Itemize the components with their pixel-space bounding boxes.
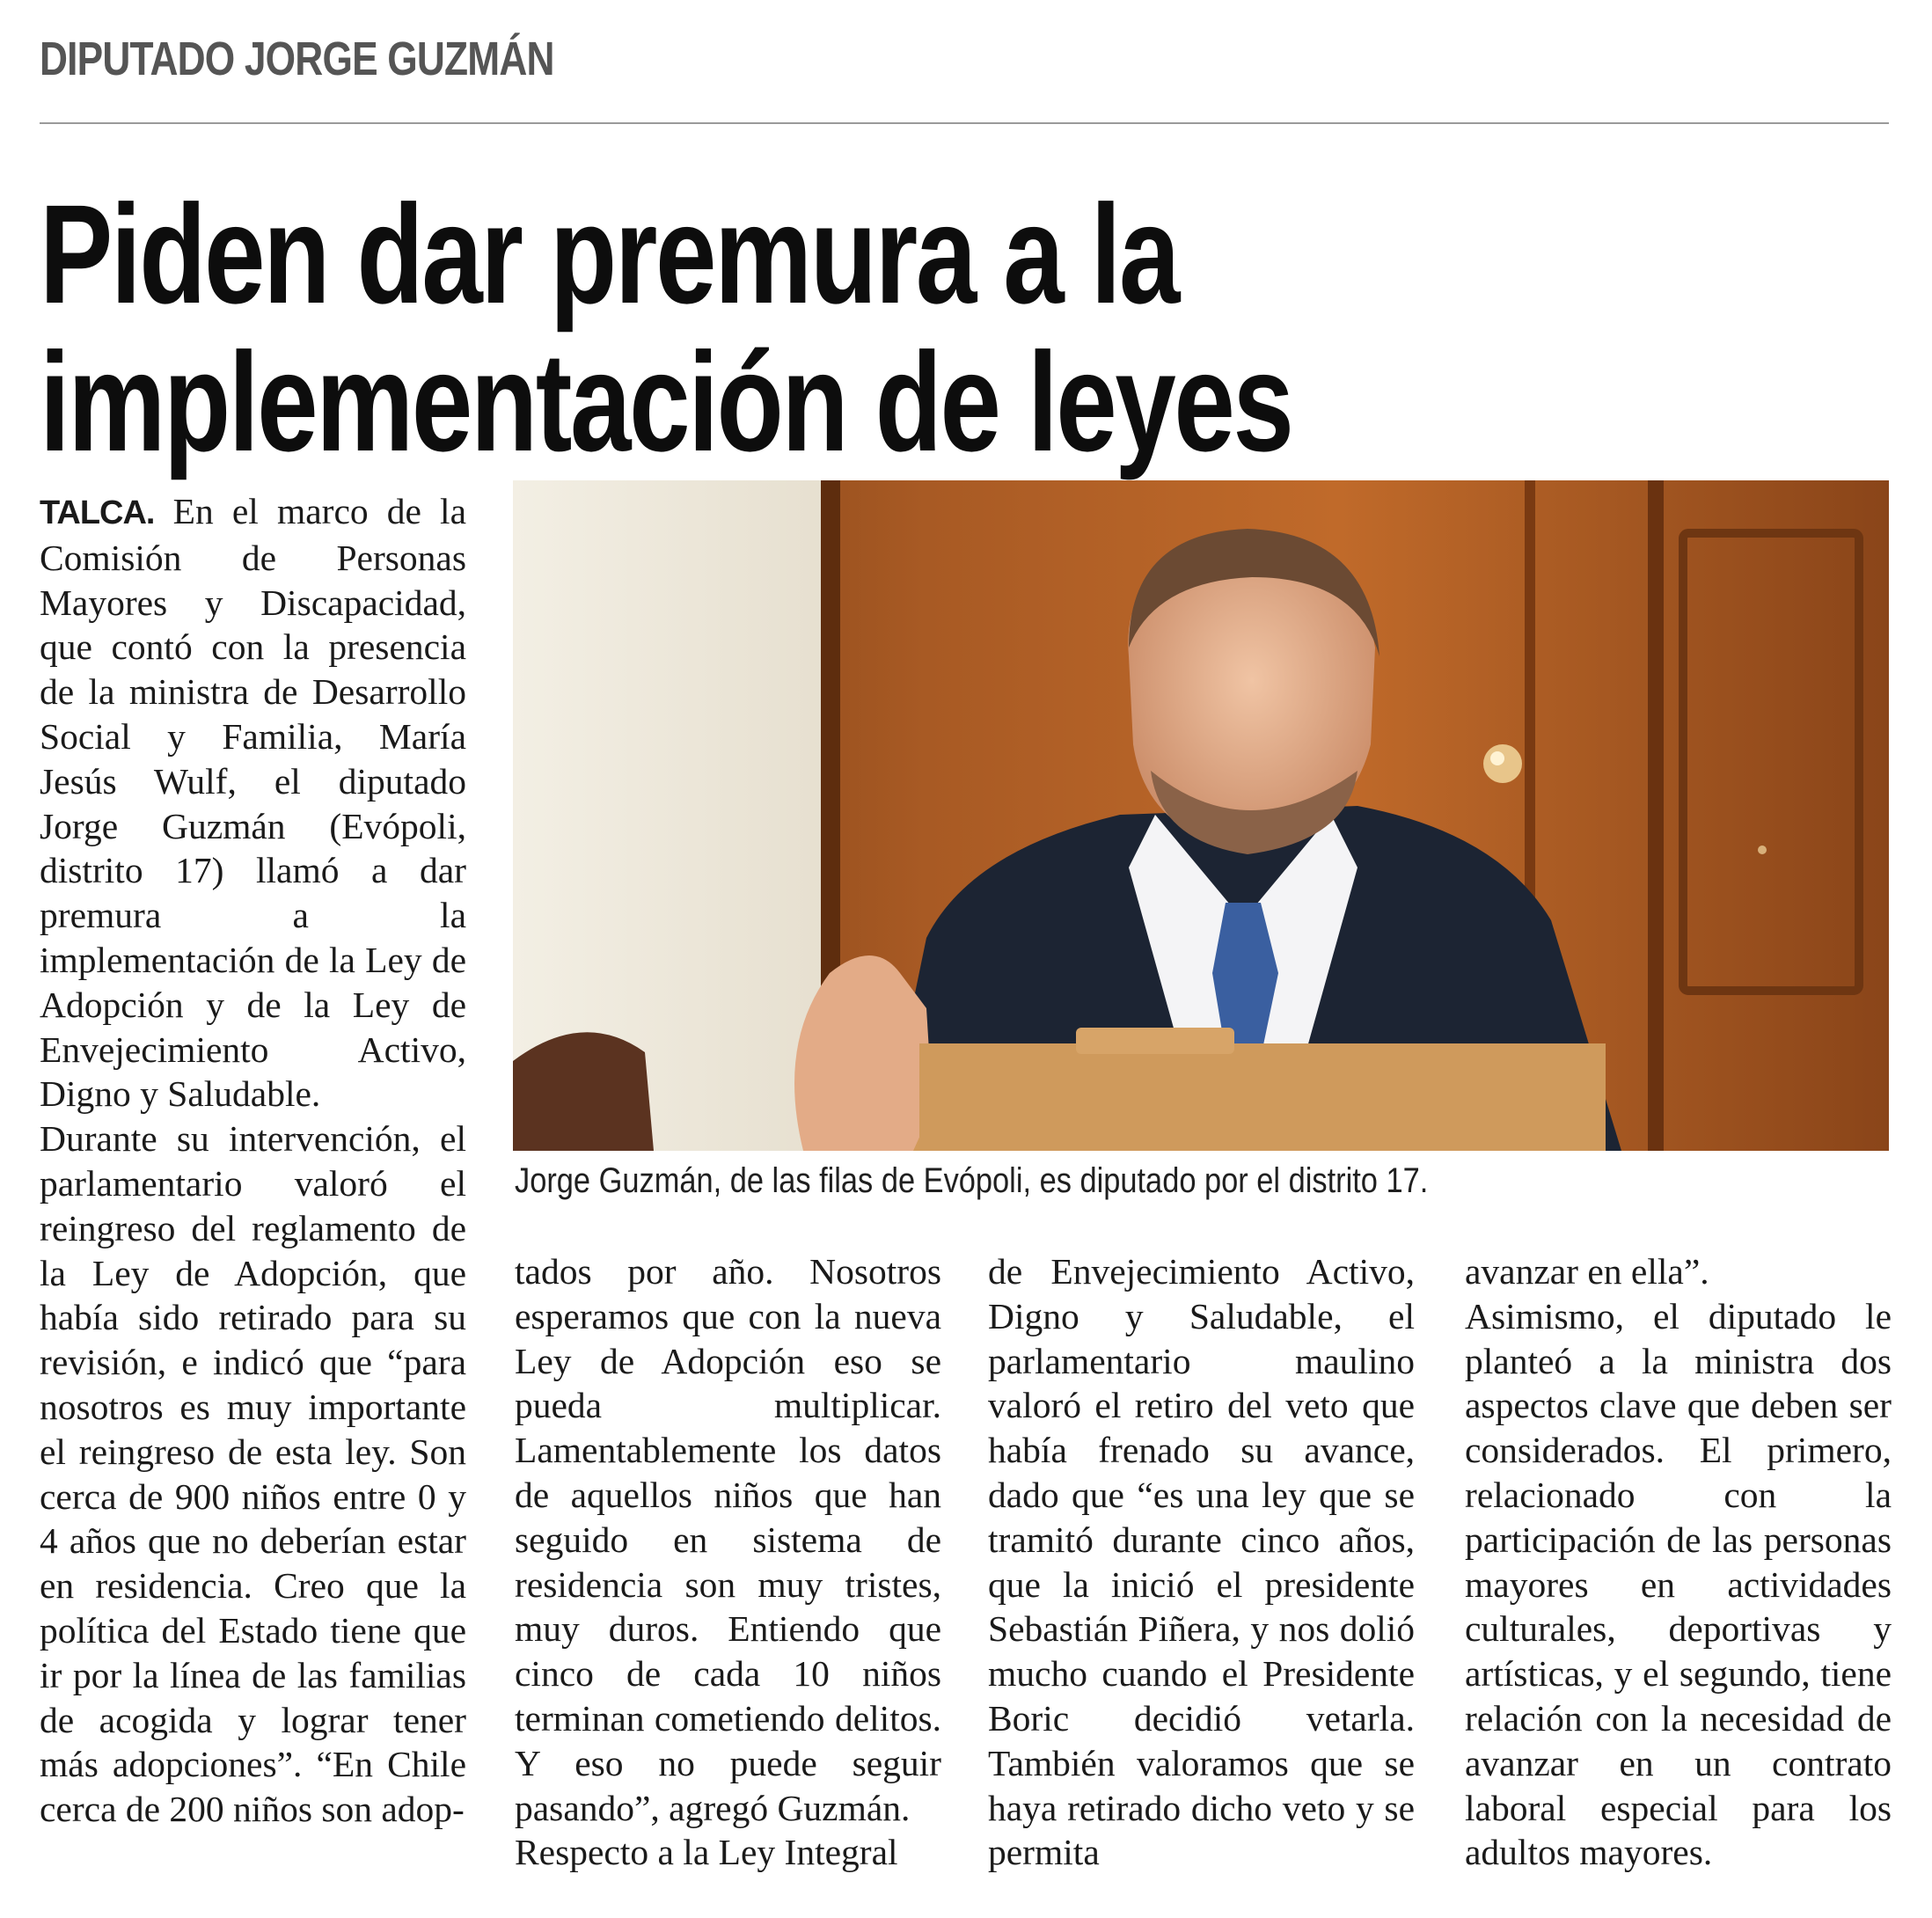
column-1-paragraph-2: Durante su intervención, el parlamentario valoró el reingreso del reglamento de la Ley de Adopción, que había sido retirado para su revisión, e indicó que “para nosotros es muy importante el reingreso de esta ley. Son cerca de 900 niños entre 0 y 4 años que no deberían estar en residencia. Creo que la política del Estado tiene que ir por la línea de las familias de acogida y lograr tener más adopciones”. “En Chile cerca de 200 niños son adop-	[40, 1118, 466, 1830]
photo-caption: Jorge Guzmán, de las filas de Evópoli, es diputado por el distrito 17.	[515, 1161, 1429, 1200]
column-4-paragraph-1: avanzar en ella”.	[1465, 1251, 1709, 1292]
article-headline	[40, 175, 1887, 480]
dateline: TALCA.	[40, 494, 155, 531]
section-kicker: DIPUTADO JORGE GUZMÁN	[40, 33, 554, 85]
column-4-paragraph-2: Asimismo, el diputado le planteó a la ministra dos aspectos clave que deben ser considerados. El primero, relacionado con la participación de las personas mayores en actividades culturales, deportivas y artísticas, y el segundo, tiene relación con la necesidad de avanzar en un contrato laboral especial para los adultos mayores.	[1465, 1295, 1892, 1873]
column-1-paragraph-1	[40, 489, 466, 1116]
article-photo	[513, 480, 1889, 1151]
column-2-paragraph-2: Respecto a la Ley Integral	[515, 1832, 898, 1873]
column-2-paragraph-1: tados por año. Nosotros esperamos que con la nueva Ley de Adopción eso se pueda multiplicar. Lamentablemente los datos de aquellos niños que han seguido en sistema de residencia son muy tristes, muy duros. Entiendo que cinco de cada 10 niños terminan cometiendo delitos. Y eso no puede seguir pasando”, agregó Guzmán.	[515, 1251, 941, 1828]
article-column-2	[515, 1249, 941, 1875]
column-3-paragraph-1: de Envejecimiento Activo, Digno y Saludable, el parlamentario maulino valoró el retiro del veto que había frenado su avance, dado que “es una ley que se tramitó durante cinco años, que la inició el presidente Sebastián Piñera, y nos dolió mucho cuando el Presidente Boric decidió vetarla. También valoramos que se haya retirado dicho veto y se permita	[988, 1251, 1415, 1873]
article-column-1	[40, 489, 466, 1832]
headline-line-1: Piden dar premura a la	[40, 175, 1179, 333]
column-1-paragraph-1-text: En el marco de la Comisión de Personas Mayores y Discapacidad, que contó con la presencia de la ministra de Desarrollo Social y Familia, María Jesús Wulf, el diputado Jorge Guzmán (Evópoli, distrito 17) llamó a dar premura a la implementación de la Ley de Adopción y de la Ley de Envejecimiento Activo, Digno y Saludable.	[40, 491, 467, 1115]
article-column-3	[988, 1249, 1415, 1875]
header-divider	[40, 122, 1889, 124]
article-column-4	[1465, 1249, 1892, 1875]
headline-line-2: implementación de leyes	[40, 323, 1292, 480]
photo-illustration	[513, 480, 1889, 1151]
